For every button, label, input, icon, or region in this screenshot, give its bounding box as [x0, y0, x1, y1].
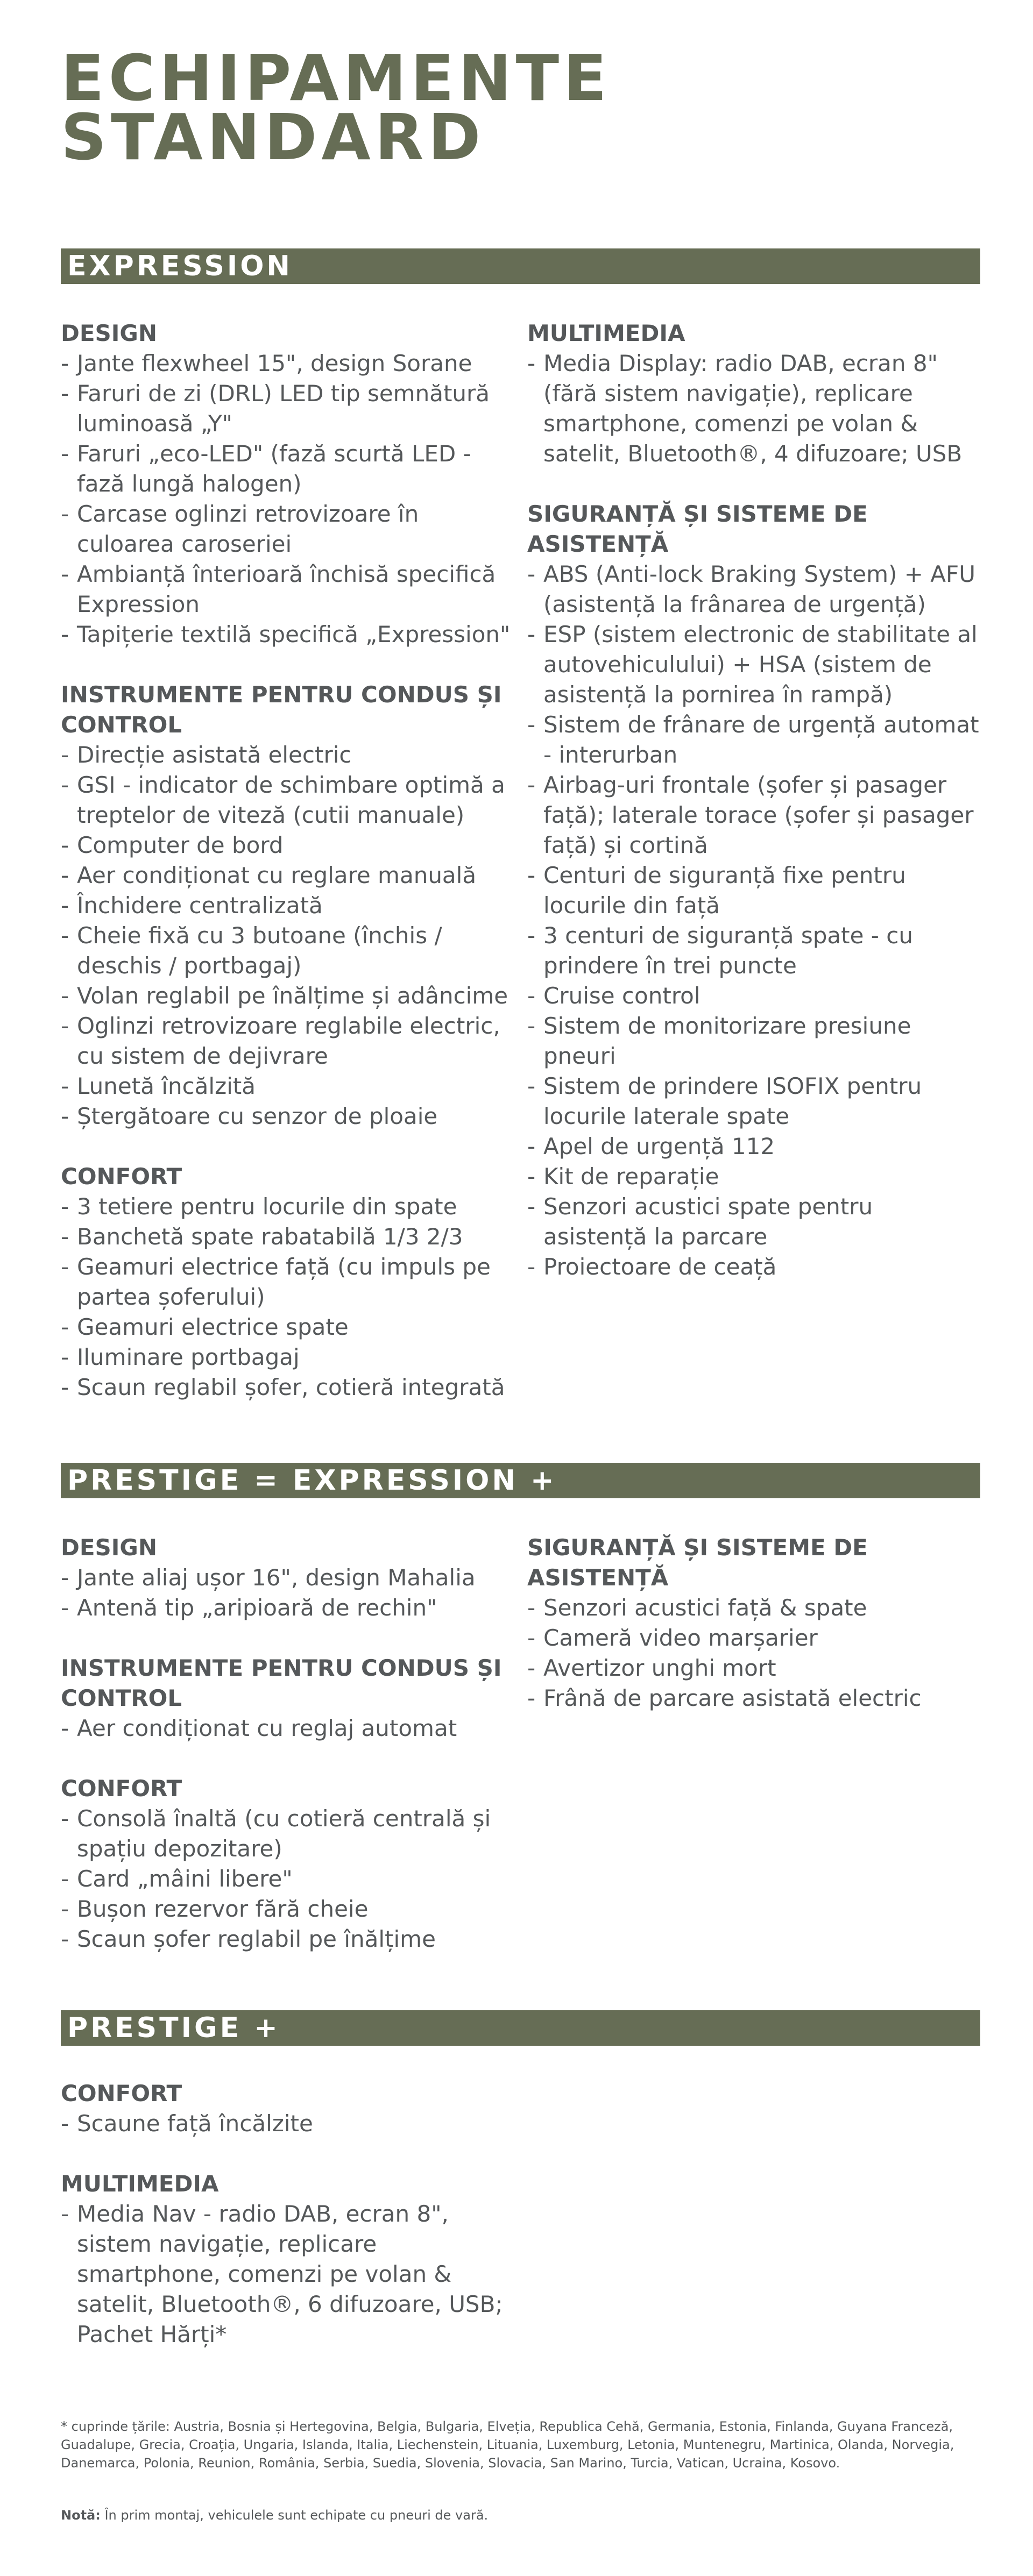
feature-list	[61, 1713, 513, 1744]
prestige-comfort-section	[61, 1774, 513, 1954]
feature-item: - Geamuri electrice spate	[61, 1312, 513, 1342]
feature-item: - Sistem de prindere ISOFIX pentru locurile laterale spate	[527, 1071, 982, 1132]
note-text: În prim montaj, vehiculele sunt echipate cu pneuri de vară.	[100, 2508, 489, 2523]
section-heading: MULTIMEDIA	[61, 2171, 219, 2197]
feature-item: - Oglinzi retrovizoare reglabile electric, cu sistem de dejivrare	[61, 1011, 513, 1071]
feature-list	[527, 348, 982, 469]
feature-item: - Sistem de monitorizare presiune pneuri	[527, 1011, 982, 1071]
expression-safety-section	[527, 499, 982, 1282]
feature-item: - 3 centuri de siguranță spate - cu prindere în trei puncte	[527, 921, 982, 981]
feature-item: - Sistem de frânare de urgență automat - interurban	[527, 710, 982, 770]
feature-list	[61, 348, 513, 650]
feature-item: - Cruise control	[527, 981, 982, 1011]
feature-item: - ESP (sistem electronic de stabilitate al autovehiculului) + HSA (sistem de asistență la pornirea în rampă)	[527, 620, 982, 710]
feature-item: - ABS (Anti-lock Braking System) + AFU (asistență la frânarea de urgență)	[527, 559, 982, 620]
prestige-design-section	[61, 1533, 513, 1623]
feature-item: - Frână de parcare asistată electric	[527, 1683, 982, 1713]
expression-multimedia-section	[527, 318, 982, 469]
prestige-safety-section	[527, 1533, 982, 1713]
feature-item: - Media Nav - radio DAB, ecran 8", sistem navigație, replicare smartphone, comenzi pe volan & satelit, Bluetooth®, 6 difuzoare, USB; Pachet Hărți*	[61, 2199, 513, 2350]
feature-item: - Închidere centralizată	[61, 891, 513, 921]
feature-item: - Senzori acustici spate pentru asistență la parcare	[527, 1192, 982, 1252]
expression-comfort-section	[61, 1162, 513, 1403]
feature-item: - Centuri de siguranță fixe pentru locurile din față	[527, 860, 982, 921]
feature-item: - Aer condiționat cu reglaj automat	[61, 1713, 513, 1744]
section-heading: MULTIMEDIA	[527, 320, 685, 346]
expression-right-column	[527, 318, 982, 1282]
feature-list	[527, 559, 982, 1282]
expression-design-section	[61, 318, 513, 650]
feature-item: - Volan reglabil pe înălțime și adâncime	[61, 981, 513, 1011]
feature-item: - Banchetă spate rabatabilă 1/3 2/3	[61, 1222, 513, 1252]
expression-controls-section	[61, 680, 513, 1132]
feature-list	[61, 2199, 513, 2350]
feature-item: - Scaun șofer reglabil pe înălțime	[61, 1924, 513, 1954]
feature-item: - Senzori acustici față & spate	[527, 1593, 982, 1623]
feature-item: - Card „mâini libere"	[61, 1864, 513, 1894]
feature-item: - GSI - indicator de schimbare optimă a treptelor de viteză (cutii manuale)	[61, 770, 513, 830]
page-title-line-1: ECHIPAMENTE	[61, 41, 611, 115]
feature-item: - Geamuri electrice față (cu impuls pe partea șoferului)	[61, 1252, 513, 1312]
prestige-plus-comfort-section	[61, 2079, 513, 2139]
feature-list	[61, 1563, 513, 1623]
page-title-line-2: STANDARD	[61, 100, 485, 174]
feature-list	[527, 1593, 982, 1713]
prestige-right-column	[527, 1533, 982, 1713]
section-heading: CONFORT	[61, 1775, 182, 1802]
feature-item: - Scaune față încălzite	[61, 2109, 513, 2139]
trim-header-prestige-plus: PRESTIGE +	[61, 2010, 980, 2046]
feature-item: - Faruri de zi (DRL) LED tip semnătură luminoasă „Y"	[61, 379, 513, 439]
trim-header-expression: EXPRESSION	[61, 248, 980, 284]
note-label: Notă:	[61, 2508, 101, 2523]
prestige-plus-multimedia-section	[61, 2169, 513, 2350]
section-heading: INSTRUMENTE PENTRU CONDUS ȘI CONTROL	[61, 1655, 502, 1711]
section-heading: DESIGN	[61, 320, 158, 346]
feature-item: - Cheie fixă cu 3 butoane (închis / deschis / portbagaj)	[61, 921, 513, 981]
section-heading: CONFORT	[61, 2080, 182, 2107]
feature-list	[61, 2109, 513, 2139]
section-heading: SIGURANȚĂ ȘI SISTEME DE ASISTENȚĂ	[527, 501, 868, 557]
trim-header-prestige: PRESTIGE = EXPRESSION +	[61, 1463, 980, 1498]
page-title	[61, 41, 611, 174]
feature-item: - Bușon rezervor fără cheie	[61, 1894, 513, 1924]
feature-item: - Kit de reparație	[527, 1162, 982, 1192]
prestige-left-column	[61, 1533, 513, 1954]
feature-item: - Ambianță înterioară închisă specifică Expression	[61, 559, 513, 620]
feature-item: - Direcție asistată electric	[61, 740, 513, 770]
feature-list	[61, 740, 513, 1132]
countries-footnote: * cuprinde țările: Austria, Bosnia și Hertegovina, Belgia, Bulgaria, Elveția, Republica Cehă, Germania, Estonia, Finlanda, Guyana Franceză, Guadalupe, Grecia, Croația, Ungaria, Islanda, Italia, Liechenstein, Lituania, Luxemburg, Letonia, Muntenegru, Martinica, Olanda, Norvegia, Danemarca, Polonia, Reunion, România, Serbia, Suedia, Slovenia, Slovacia, San Marino, Turcia, Vatican, Ucraina, Kosovo.	[61, 2419, 954, 2471]
section-heading: SIGURANȚĂ ȘI SISTEME DE ASISTENȚĂ	[527, 1534, 868, 1591]
feature-item: - Consolă înaltă (cu cotieră centrală și spațiu depozitare)	[61, 1804, 513, 1864]
feature-item: - Tapițerie textilă specifică „Expression"	[61, 620, 513, 650]
feature-item: - Computer de bord	[61, 830, 513, 860]
section-heading: CONFORT	[61, 1163, 182, 1190]
prestige-plus-left-column	[61, 2079, 513, 2350]
feature-item: - Scaun reglabil șofer, cotieră integrată	[61, 1372, 513, 1403]
feature-item: - Aer condiționat cu reglare manuală	[61, 860, 513, 891]
feature-item: - 3 tetiere pentru locurile din spate	[61, 1192, 513, 1222]
feature-item: - Lunetă încălzită	[61, 1071, 513, 1101]
feature-list	[61, 1192, 513, 1403]
tyre-note	[61, 2506, 488, 2524]
feature-item: - Ștergătoare cu senzor de ploaie	[61, 1101, 513, 1132]
section-heading: DESIGN	[61, 1534, 158, 1561]
feature-item: - Jante aliaj ușor 16", design Mahalia	[61, 1563, 513, 1593]
feature-item: - Jante flexwheel 15", design Sorane	[61, 348, 513, 379]
feature-item: - Carcase oglinzi retrovizoare în culoarea caroseriei	[61, 499, 513, 559]
feature-item: - Proiectoare de ceață	[527, 1252, 982, 1282]
expression-left-column	[61, 318, 513, 1403]
feature-item: - Faruri „eco-LED" (fază scurtă LED - fază lungă halogen)	[61, 439, 513, 499]
section-heading: INSTRUMENTE PENTRU CONDUS ȘI CONTROL	[61, 681, 502, 738]
feature-item: - Antenă tip „aripioară de rechin"	[61, 1593, 513, 1623]
feature-list	[61, 1804, 513, 1954]
feature-item: - Apel de urgență 112	[527, 1132, 982, 1162]
feature-item: - Media Display: radio DAB, ecran 8" (fără sistem navigație), replicare smartphone, comenzi pe volan & satelit, Bluetooth®, 4 difuzoare; USB	[527, 348, 982, 469]
feature-item: - Avertizor unghi mort	[527, 1653, 982, 1683]
feature-item: - Iluminare portbagaj	[61, 1342, 513, 1372]
feature-item: - Cameră video marșarier	[527, 1623, 982, 1653]
feature-item: - Airbag-uri frontale (șofer și pasager față); laterale torace (șofer și pasager față) și cortină	[527, 770, 982, 860]
prestige-controls-section	[61, 1653, 513, 1744]
